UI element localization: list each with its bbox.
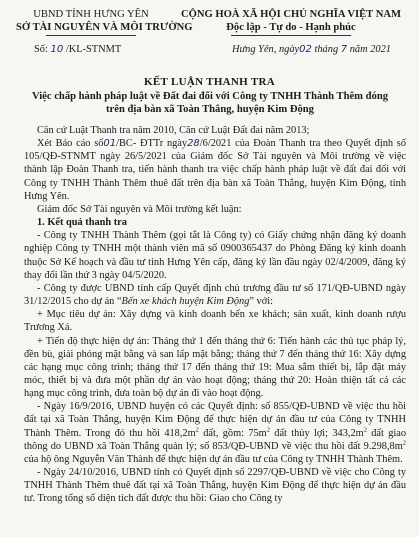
agency-name: SỞ TÀI NGUYÊN VÀ MÔI TRƯỜNG — [16, 22, 193, 33]
paragraph-project-objective: + Mục tiêu dự án: Xây dựng và kinh doanh bến xe khách; sản xuất, kinh doanh rượu Trương Xá. — [24, 309, 406, 334]
section-heading-results: 1. Kết quả thanh tra — [37, 217, 127, 229]
project-name: Bến xe khách huyện Kim Động — [121, 296, 250, 308]
paragraph-conclusion-intro: Giám đốc Sở Tài nguyên và Môi trường kết luận: — [37, 203, 242, 215]
date-day-handwritten: 02 — [299, 44, 312, 55]
report-number-handwritten: 01 — [103, 138, 117, 150]
document-subtitle: Việc chấp hành pháp luật về Đất đai đối với Công ty TNHH Thành Thêm đóng trên địa bàn xã Toàn Thắng, huyện Kim Động — [31, 91, 389, 115]
issuing-agency-block — [16, 8, 193, 36]
agency-underline — [46, 35, 136, 36]
document-body — [24, 124, 406, 506]
report-day-handwritten: 28 — [187, 138, 200, 150]
nation-title: CỘNG HOÀ XÃ HỘI CHỦ NGHĨA VIỆT NAM — [180, 9, 402, 20]
date-prefix: Hưng Yên, ngày — [232, 44, 300, 55]
paragraph-investment-decision: - Công ty được UBND tỉnh cấp Quyết định chủ trương đầu tư số 171/QĐ-UBND ngày 31/12/2015 cho dự án “Bến xe khách huyện Kim Động” với: — [24, 282, 406, 308]
doc-number-suffix: /KL-STNMT — [63, 44, 122, 55]
date-month-label: tháng — [311, 44, 341, 55]
paragraph-legal-basis: Căn cứ Luật Thanh tra năm 2010, Căn cứ Luật Đất đai năm 2013; — [37, 125, 310, 136]
date-year: năm 2021 — [347, 44, 391, 55]
doc-number-handwritten: 10 — [50, 44, 64, 55]
document-number — [34, 44, 121, 55]
motto-underline — [231, 35, 351, 36]
document-date — [232, 44, 391, 55]
paragraph-project-schedule: + Tiến độ thực hiện dự án: Tháng thứ 1 đến tháng thứ 6: Tiến hành các thủ tục pháp lý, đền bù, giải phóng mặt bằng và san lấp mặt bằng; tháng thứ 7 đến tháng thứ 16: Xây dựng các hạng mục công trình; tháng thứ 17 đến tháng thứ 19: Mua sắm thiết bị, lắp đặt máy móc, thiết bị và đưa một phần dự án vào hoạt động; tháng thứ 20: Hoàn thiện tất cả các hạng mục công trình, đưa toàn bộ dự án đi vào hoạt động. — [24, 335, 406, 400]
paragraph-report-review: Xét Báo cáo số01/BC- ĐTTr ngày28/6/2021 của Đoàn Thanh tra theo Quyết định số 105/QĐ-STNMT ngày 26/5/2021 của Giám đốc Sở Tài nguyên và Môi trường về việc thành lập Đoàn Thanh tra, tiến hành thanh tra việc chấp hành pháp luật về đất đai đối với Công ty TNHH Thành Thêm thuê đất trên địa bàn xã Toàn Thắng, huyện Kim Động, tỉnh Hưng Yên. — [24, 138, 406, 202]
paragraph-land-lease: - Ngày 24/10/2016, UBND tỉnh có Quyết định số 2297/QĐ-UBND về việc cho Công ty TNHH Thành Thêm thuê đất tại xã Toàn Thắng, huyện Kim Động để thực hiện dự án đầu tư. Trong tổng số diện tích đất được thu hồi: Giao cho Công ty — [24, 467, 406, 505]
date-month-handwritten: 7 — [340, 44, 348, 55]
doc-number-prefix: Số: — [34, 44, 48, 55]
national-title-block — [168, 8, 414, 36]
paragraph-land-recovery: - Ngày 16/9/2016, UBND huyện có các Quyết định: số 855/QĐ-UBND về việc thu hồi đất tại xã Toàn Thắng, huyện Kim Động để thực hiện dự án đầu tư của Công ty TNHH Thành Thêm. Trong đó thu hồi $418,2m^2$ đất, gồm: $75m^2$ đất thủy lợi; $343,2m^2$ đất giao thông do UBND xã Toàn Thắng quản lý; số 853/QĐ-UBND về việc thu hồi đất $9.298,8m^2$ của hộ ông Nguyễn Văn Thành để thực hiện dự án đầu tư của Công ty TNHH Thành Thêm. — [24, 401, 407, 465]
agency-parent: UBND TỈNH HƯNG YÊN — [33, 9, 149, 20]
document-title: KẾT LUẬN THANH TRA — [143, 76, 275, 88]
paragraph-business-registration: - Công ty TNHH Thành Thêm (gọi tắt là Công ty) có Giấy chứng nhận đăng ký doanh nghiệp Công ty TNHH một thành viên mã số 0900365437 do Phòng Đăng ký kinh doanh thuộc Sở Kế hoạch và đầu tư tỉnh Hưng Yên cấp, đăng ký lần đầu ngày 02/4/2009, đăng ký thay đổi lần thứ 3 ngày 04/5/2020. — [24, 230, 406, 281]
national-motto: Độc lập - Tự do - Hạnh phúc — [226, 22, 356, 33]
